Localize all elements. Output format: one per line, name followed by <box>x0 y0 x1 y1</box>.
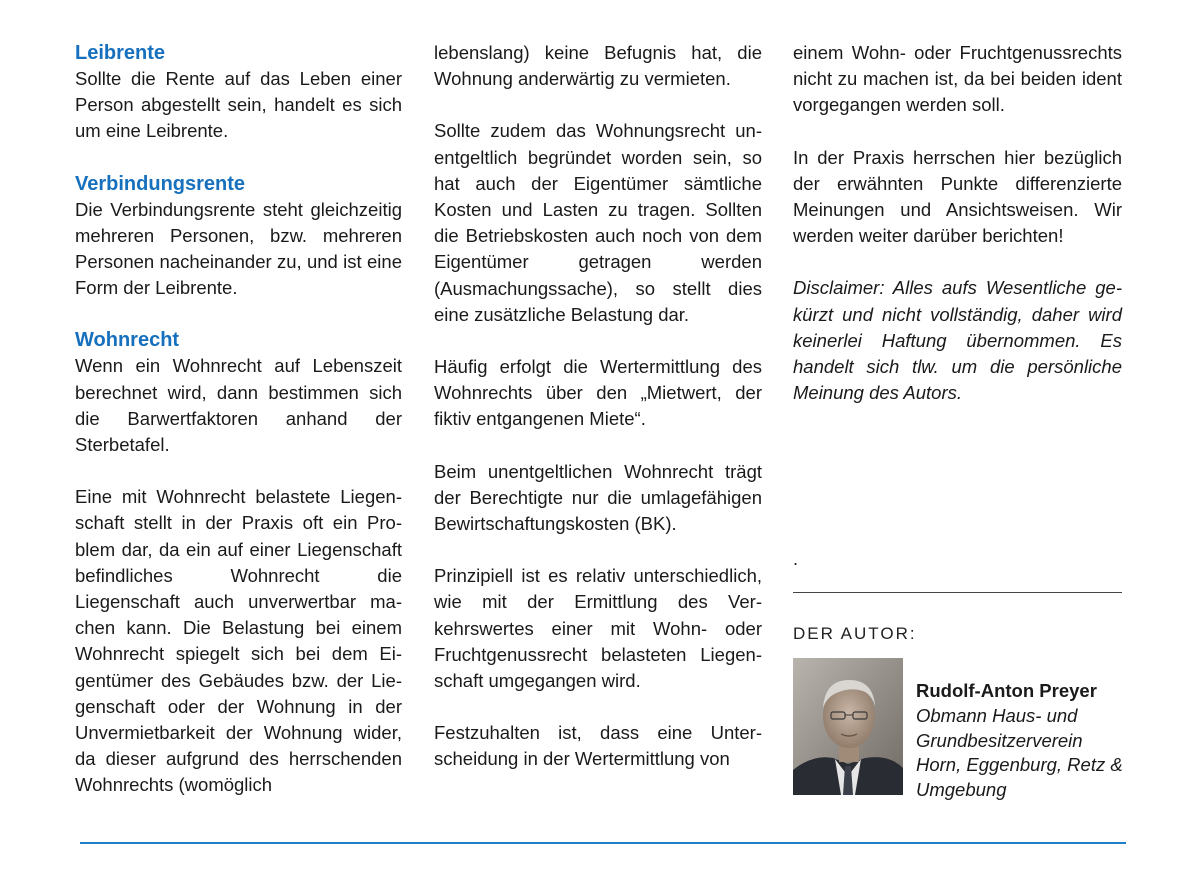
paragraph-verbindungsrente: Die Verbindungsrente steht gleichzeitig mehreren Personen, bzw. mehreren Personen nacheinander zu, und ist eine Form der Leibrente. <box>75 198 402 299</box>
author-section-label: DER AUTOR: <box>793 624 917 643</box>
column-3 <box>793 40 1122 432</box>
paragraph-disclaimer: Disclaimer: Alles aufs Wesentliche gekürzt und nicht vollständig, daher wird keinerlei Haftung übernommen. Es handelt sich tlw. um die persönliche Meinung des Autors. <box>793 277 1122 404</box>
paragraph-wertermittlung: Häufig erfolgt die Wertermittlung des Wohnrechts über den „Mietwert, der fiktiv entgangenen Miete“. <box>434 356 762 430</box>
stray-dot: . <box>793 549 799 569</box>
paragraph-wohnrecht-1: Wenn ein Wohnrecht auf Lebenszeit berechnet wird, dann bestimmen sich die Barwertfaktoren anhand der Sterbetafel. <box>75 355 402 456</box>
column-1 <box>75 40 402 799</box>
author-divider <box>793 592 1122 593</box>
footer-rule <box>80 842 1126 844</box>
author-role: Obmann Haus- und Grundbesitzerverein Horn, Eggenburg, Retz & Umgebung <box>916 705 1123 800</box>
paragraph-befugnis: lebenslang) keine Befugnis hat, die Wohnung anderwärtig zu vermieten. <box>434 42 762 90</box>
paragraph-fruchtgenuss: einem Wohn- oder Fruchtgenussrechts nicht zu machen ist, da bei beiden ident vorgegangen werden soll. <box>793 42 1122 116</box>
author-photo <box>793 658 903 795</box>
paragraph-wohnrecht-2: Eine mit Wohnrecht belastete Liegenschaft stellt in der Praxis oft ein Problem dar, da ein auf einer Liegenschaft befindliches Wohnrecht die Liegenschaft auch unverwertbar machen kann. Die Belastung bei einem Wohnrecht spiegelt sich bei dem Eigentümer des Gebäudes bzw. der Liegenschaft oder der Wohnung in der Unvermietbarkeit der Wohnung wider, da dieser aufgrund des herrschenden Wohnrechts (womöglich <box>75 486 402 796</box>
paragraph-praxis: In der Praxis herrschen hier bezüglich der erwähnten Punkte differenzierte Meinungen und Ansichtsweisen. Wir werden weiter darüber berichten! <box>793 146 1122 247</box>
paragraph-leibrente: Sollte die Rente auf das Leben einer Person abgestellt sein, handelt es sich um eine Leibrente. <box>75 68 402 142</box>
author-name: Rudolf-Anton Preyer <box>916 680 1097 701</box>
paragraph-verkehrswert: Prinzipiell ist es relativ unterschiedlich, wie mit der Ermittlung des Verkehrswertes einer mit Wohn- oder Fruchtgenussrecht belasteten Liegenschaft umgegangen wird. <box>434 565 762 692</box>
heading-wohnrecht: Wohnrecht <box>75 329 180 352</box>
paragraph-unentgeltlich: Sollte zudem das Wohnungsrecht unentgeltlich begründet worden sein, so hat auch der Eigentümer sämtliche Kosten und Lasten zu tragen. Sollten die Betriebskosten auch noch von dem Eigentümer getragen werden (Ausmachungssache), so stellt dies eine zusätzliche Belastung dar. <box>434 120 762 325</box>
paragraph-bewirtschaftungskosten: Beim unentgeltlichen Wohnrecht trägt der Berechtigte nur die umlagefähigen Bewirtschaftungskosten (BK). <box>434 460 762 535</box>
heading-leibrente: Leibrente <box>75 42 166 64</box>
paragraph-festzuhalten: Festzuhalten ist, dass eine Unterscheidung in der Wertermittlung von <box>434 722 762 770</box>
author-portrait-icon <box>793 658 903 795</box>
column-2 <box>434 40 762 773</box>
heading-verbindungsrente: Verbindungsrente <box>75 172 246 195</box>
